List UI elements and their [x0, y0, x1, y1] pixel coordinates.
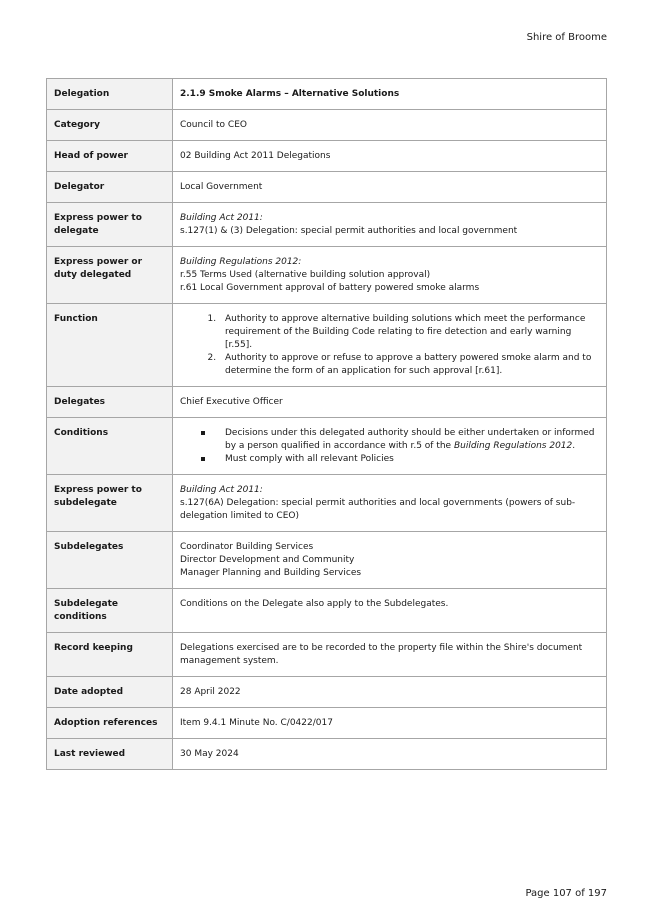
table-row: [47, 708, 607, 739]
table-row: [47, 677, 607, 708]
table-row: [47, 172, 607, 203]
table-row: [47, 79, 607, 110]
function-item: 2. Authority to approve or refuse to approve a battery powered smoke alarm and to determine the form of an application for such approval [r.61].: [219, 352, 599, 378]
table-row: [47, 387, 607, 418]
function-value: [173, 304, 607, 387]
regulations-reference: Building Regulations 2012: [453, 441, 573, 451]
subdelegate-item: Manager Planning and Building Services: [180, 568, 362, 578]
condition-item: Must comply with all relevant Policies: [219, 453, 599, 466]
row-label-express-power-subdelegate: Express power to subdelegate: [47, 475, 173, 532]
row-label-subdelegate-conditions: Subdelegate conditions: [47, 589, 173, 633]
section-text: s.127(1) & (3) Delegation: special permit authorities and local government: [180, 226, 518, 236]
delegates-value: Chief Executive Officer: [173, 387, 607, 418]
subdelegate-conditions-value: Conditions on the Delegate also apply to the Subdelegates.: [173, 589, 607, 633]
adoption-references-value: Item 9.4.1 Minute No. C/0422/017: [173, 708, 607, 739]
page-header-organisation: Shire of Broome: [526, 32, 607, 43]
table-row: [47, 739, 607, 770]
row-label-express-power-duty: Express power or duty delegated: [47, 247, 173, 304]
row-label-express-power-delegate: Express power to delegate: [47, 203, 173, 247]
table-row: [47, 418, 607, 475]
function-item: 1. Authority to approve alternative building solutions which meet the performance requirement of the Building Code relating to fire detection and early warning [r.55].: [219, 313, 599, 352]
function-list: [180, 313, 599, 378]
row-label-record-keeping: Record keeping: [47, 633, 173, 677]
table-row: [47, 247, 607, 304]
regulation-line: r.61 Local Government approval of battery powered smoke alarms: [180, 283, 480, 293]
record-keeping-value: Delegations exercised are to be recorded to the property file within the Shire's document management system.: [173, 633, 607, 677]
row-label-delegates: Delegates: [47, 387, 173, 418]
row-label-delegator: Delegator: [47, 172, 173, 203]
regulation-line: r.55 Terms Used (alternative building solution approval): [180, 270, 431, 280]
head-of-power-value: 02 Building Act 2011 Delegations: [173, 141, 607, 172]
date-adopted-value: 28 April 2022: [173, 677, 607, 708]
express-power-duty-value: [173, 247, 607, 304]
table-row: [47, 304, 607, 387]
express-power-subdelegate-value: [173, 475, 607, 532]
table-row: [47, 110, 607, 141]
conditions-list: [180, 427, 599, 466]
condition-text: Decisions under this delegated authority should be either undertaken or informed by a person qualified in accordance with r.5 of the: [225, 428, 595, 451]
table-row: [47, 203, 607, 247]
subdelegates-value: [173, 532, 607, 589]
condition-text-end: .: [572, 441, 576, 451]
table-row: [47, 475, 607, 532]
section-text: s.127(6A) Delegation: special permit authorities and local governments (powers of sub-delegation limited to CEO): [180, 498, 576, 521]
page-number: Page 107 of 197: [525, 888, 607, 899]
subdelegate-item: Coordinator Building Services: [180, 542, 314, 552]
delegator-value: Local Government: [173, 172, 607, 203]
table-row: [47, 589, 607, 633]
delegation-title: 2.1.9 Smoke Alarms – Alternative Solutions: [173, 79, 607, 110]
row-label-conditions: Conditions: [47, 418, 173, 475]
row-label-category: Category: [47, 110, 173, 141]
regulations-name: Building Regulations 2012:: [180, 257, 302, 267]
row-label-adoption-references: Adoption references: [47, 708, 173, 739]
table-row: [47, 532, 607, 589]
last-reviewed-value: 30 May 2024: [173, 739, 607, 770]
row-label-function: Function: [47, 304, 173, 387]
row-label-subdelegates: Subdelegates: [47, 532, 173, 589]
express-power-delegate-value: [173, 203, 607, 247]
subdelegate-item: Director Development and Community: [180, 555, 355, 565]
table-row: [47, 633, 607, 677]
act-name: Building Act 2011:: [180, 213, 263, 223]
row-label-head-of-power: Head of power: [47, 141, 173, 172]
table-row: [47, 141, 607, 172]
condition-item: [219, 427, 599, 453]
category-value: Council to CEO: [173, 110, 607, 141]
conditions-value: [173, 418, 607, 475]
row-label-date-adopted: Date adopted: [47, 677, 173, 708]
act-name: Building Act 2011:: [180, 485, 263, 495]
row-label-last-reviewed: Last reviewed: [47, 739, 173, 770]
delegation-table: [46, 78, 607, 770]
row-label-delegation: Delegation: [47, 79, 173, 110]
